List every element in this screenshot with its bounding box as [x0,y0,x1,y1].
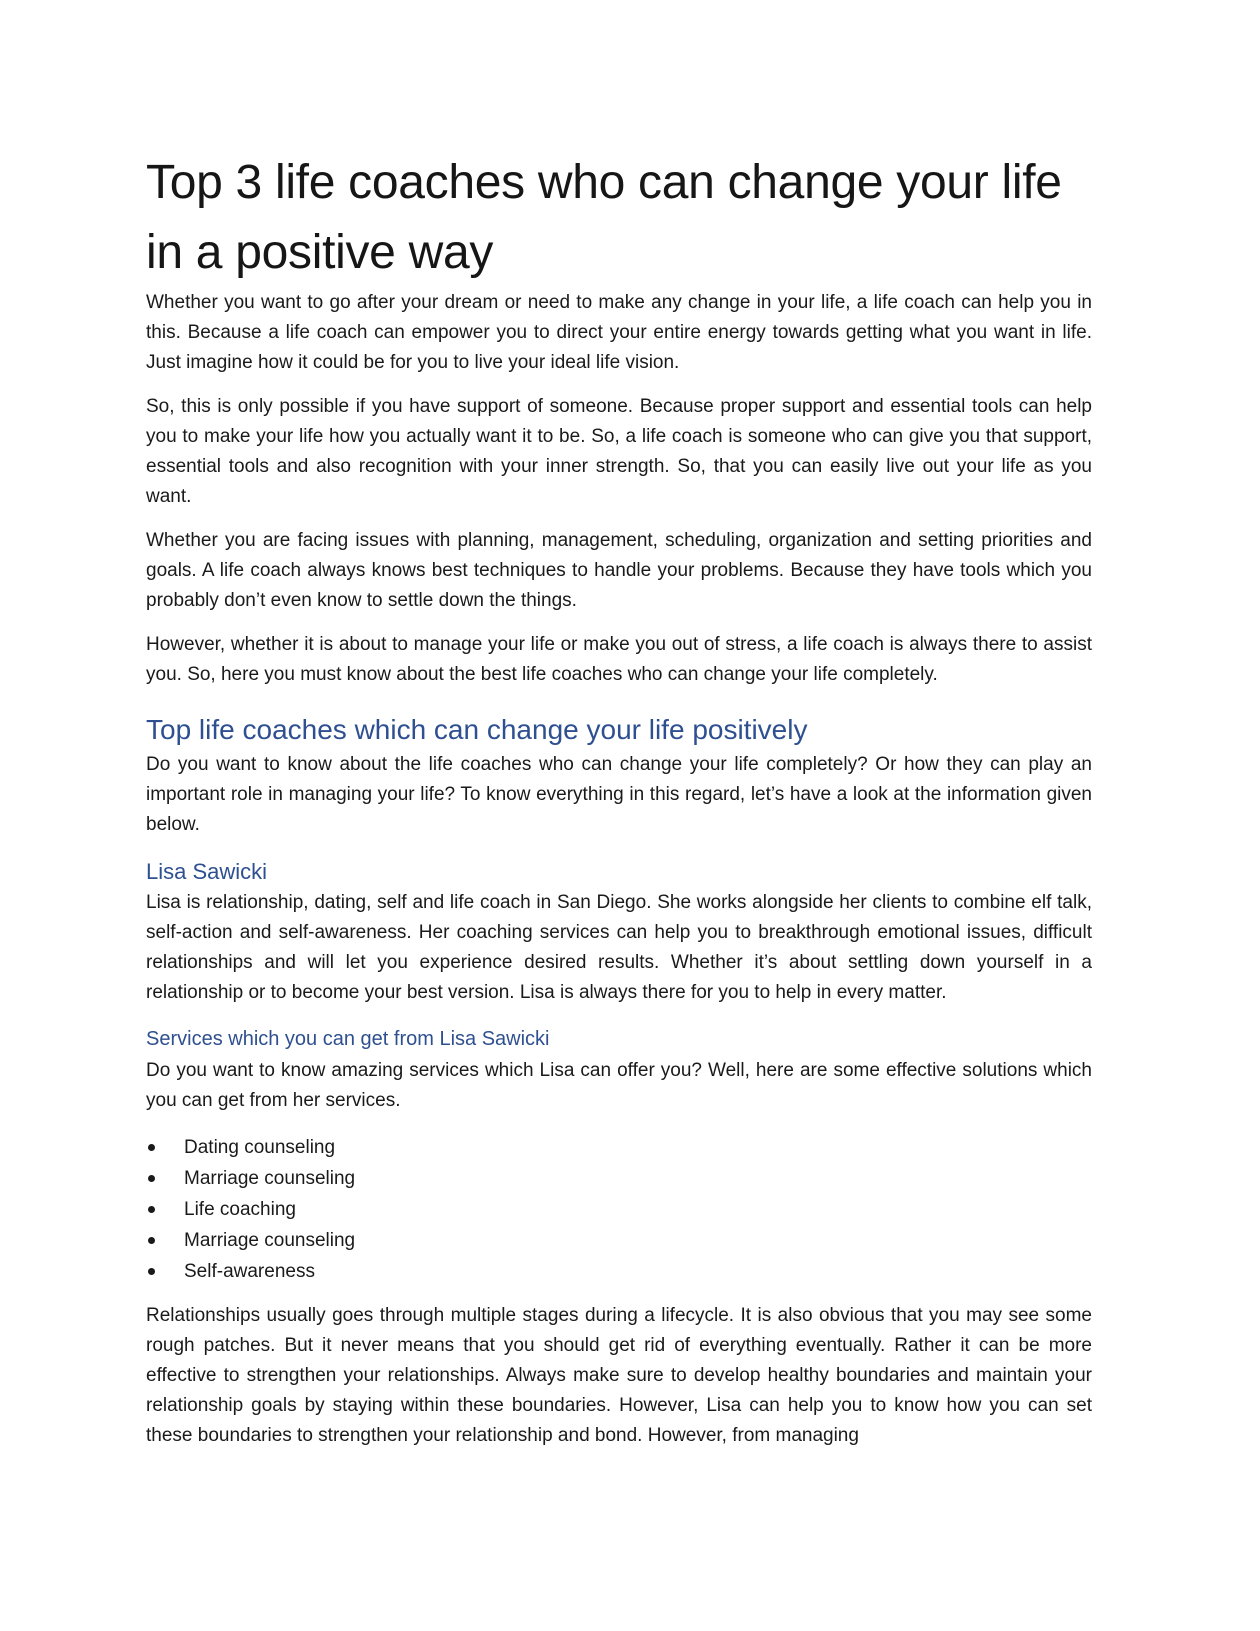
list-item [146,1194,1092,1225]
closing-paragraph: Relationships usually goes through multiple stages during a lifecycle. It is also obvious that you may see some rough patches. But it never means that you should get rid of everything eventually. Rather it can be more effective to strengthen your relationships. Always make sure to develop healthy boundaries and maintain your relationship goals by staying within these boundaries. However, Lisa can help you to know how you can set these boundaries to strengthen your relationship and bond. However, from managing [146,1305,1092,1446]
bullet-icon [148,1144,155,1151]
list-item-text: Life coaching [184,1199,296,1220]
coach-name-heading: Lisa Sawicki [146,859,268,884]
intro-paragraph-1: Whether you want to go after your dream or need to make any change in your life, a life coach can help you in this. Because a life coach can empower you to direct your entire energy towards getting what you want in life. Just imagine how it could be for you to live your ideal life vision. [146,292,1092,373]
list-item [146,1132,1092,1163]
bullet-icon [148,1268,155,1275]
intro-paragraph-2: So, this is only possible if you have support of someone. Because proper support and essential tools can help you to make your life how you actually want it to be. So, a life coach is someone who can give you that support, essential tools and also recognition with your inner strength. So, that you can easily live out your life as you want. [146,396,1092,507]
list-item-text: Marriage counseling [184,1230,356,1251]
list-item-text: Dating counseling [184,1137,336,1158]
list-item [146,1256,1092,1287]
services-paragraph: Do you want to know amazing services which Lisa can offer you? Well, here are some effective solutions which you can get from her services. [146,1060,1092,1111]
section-heading: Top life coaches which can change your life positively [146,714,808,745]
document-title: Top 3 life coaches who can change your life in a positive way [146,156,1062,279]
list-item [146,1225,1092,1256]
services-heading: Services which you can get from Lisa Sawicki [146,1028,550,1050]
bullet-icon [148,1237,155,1244]
bullet-icon [148,1206,155,1213]
document-page [146,148,1092,1451]
list-item-text: Marriage counseling [184,1168,356,1189]
intro-paragraph-3: Whether you are facing issues with planning, management, scheduling, organization and setting priorities and goals. A life coach always knows best techniques to handle your problems. Because they have tools which you probably don’t even know to settle down the things. [146,530,1092,611]
list-item [146,1163,1092,1194]
services-list [146,1132,1092,1287]
section-paragraph: Do you want to know about the life coaches who can change your life completely? Or how they can play an important role in managing your life? To know everything in this regard, let’s have a look at the information given below. [146,754,1092,835]
bullet-icon [148,1175,155,1182]
coach-paragraph: Lisa is relationship, dating, self and life coach in San Diego. She works alongside her clients to combine elf talk, self-action and self-awareness. Her coaching services can help you to breakthrough emotional issues, difficult relationships and will let you experience desired results. Whether it’s about settling down yourself in a relationship or to become your best version. Lisa is always there for you to help in every matter. [146,892,1092,1003]
list-item-text: Self-awareness [184,1261,315,1282]
intro-paragraph-4: However, whether it is about to manage your life or make you out of stress, a life coach is always there to assist you. So, here you must know about the best life coaches who can change your life completely. [146,634,1092,685]
